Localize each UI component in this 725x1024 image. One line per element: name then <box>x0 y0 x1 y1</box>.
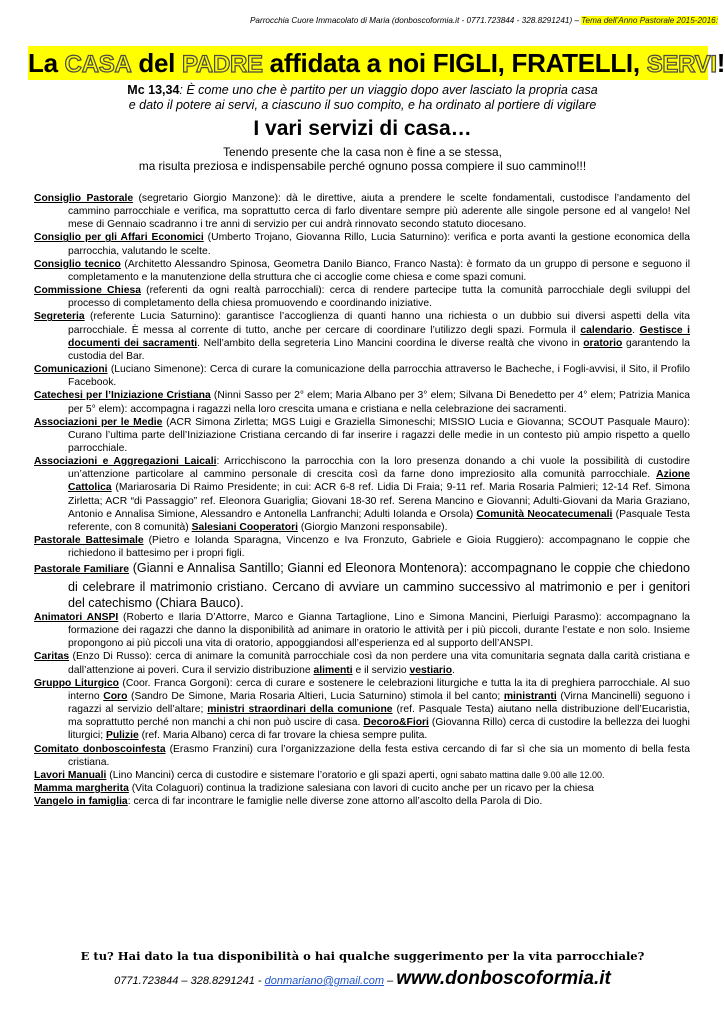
email-link[interactable]: donmariano@gmail.com <box>264 975 384 987</box>
ministri-straordinari-label: ministri straordinari della comunione <box>207 704 393 716</box>
entry-mamma-margherita <box>34 782 690 795</box>
entry-vangelo-famiglia <box>34 795 690 808</box>
title-word-padre: PADRE <box>182 51 263 78</box>
entry-name: Associazioni e Aggregazioni Laicali <box>34 456 217 468</box>
entry-text: (ref. Maria Albano) cerca di far trovare la chiesa sempre pulita. <box>138 730 428 742</box>
entry-text: . <box>452 664 455 676</box>
entry-animatori <box>34 611 690 650</box>
entry-text: (Giovanna Rillo) cerca di custodire la bellezza dei luoghi liturgici; <box>68 717 690 742</box>
pulizie-label: Pulizie <box>105 730 139 742</box>
entry-name: Consiglio tecnico <box>34 258 121 270</box>
entry-lavori-manuali <box>34 769 690 782</box>
entry-text: : cerca di far incontrare le famiglie nelle diverse zone attorno all’ascolto della Parola di Dio. <box>127 796 543 808</box>
entry-text: (Pietro e Iolanda Sparagna, Vincenzo e Iva Fronzuto, Gabriele e Gioia Ruggiero): accompagnano le coppie che richiedono il battesimo per i propri figli. <box>68 535 690 560</box>
entry-text: (Virna Mancinelli) seguono i ragazzi al servizio dell’altare; <box>68 690 690 716</box>
intro-line-2: ma risulta preziosa e indispensabile perché ognuno possa compiere il suo cammino!!! <box>138 159 587 173</box>
decoro-fiori-label: Decoro&Fiori <box>363 717 429 729</box>
entry-segreteria <box>34 310 690 363</box>
closing-question: E tu? Hai dato la tua disponibilità o hai qualche suggerimento per la vita parrocchiale? <box>80 949 645 963</box>
alimenti-label: alimenti <box>313 664 353 676</box>
theme-label: Tema dell’Anno Pastorale 2015-2016: <box>581 16 718 25</box>
entry-comunicazioni <box>34 363 690 389</box>
calendario-label: calendario <box>580 324 633 336</box>
entry-text: (Giorgio Manzoni responsabile). <box>297 521 448 533</box>
entry-text: (Mariarosaria Di Raimo Presidente; in cui: ACR 6-8 ref. Lidia Di Fraia; 9-11 ref. Maria Rosaria Palmieri; 12-14 Ref. Simona Zirletta; ACR “di Passaggio” ref. Eleonora Guariglia; Giovani 18-30 ref. Serena Mancino e Giovanni; Adulti-Giovani da Maria Graziano, Antonio e Annalisa Simione, Alessandro e Antonella Lanfranchi; Adulti Iolanda e Orsola) <box>68 482 690 520</box>
verse-line-2: e dato il potere ai servi, a ciascuno il suo compito, e ha ordinato al portiere di vigilare <box>128 97 597 112</box>
footer-separator: – <box>384 975 397 987</box>
gospel-verse <box>0 83 725 112</box>
entry-text: (Pasquale Testa referente, con 8 comunità) <box>68 508 690 533</box>
entry-text: (Lino Mancini) cerca di custodire e sistemare l’oratorio e gli spazi aperti, <box>106 769 441 781</box>
entry-pastorale-battesimale <box>34 534 690 560</box>
footer-phones: 0771.723844 – 328.8291241 - <box>114 975 265 987</box>
title-part: del <box>131 48 182 78</box>
entry-name: Vangelo in famiglia <box>34 796 128 808</box>
title-word-servi: SERVI <box>646 51 717 78</box>
verse-line-1: : È come uno che è partito per un viaggio dopo aver lasciato la propria casa <box>179 83 598 97</box>
salesiani-label: Salesiani Cooperatori <box>191 521 298 533</box>
entry-text: (Coor. Franca Gorgoni): cerca di curare e sostenere le celebrazioni liturgiche e tutta la ita di preghiera parrocchiale. Al suo interno <box>68 677 690 702</box>
entry-text: (ref. Pasquale Testa) aiutano nella distribuzione dell’Eucaristia, ma soprattutto perché non manchi a chi non può uscire di casa. <box>68 704 691 729</box>
entry-text: (referenti da ogni realtà parrocchiali): cerca di rendere partecipe tutta la comunità parrocchiale degli sviluppi del processo di completamento della chiesa promuovendo e coordinando iniziative. <box>68 285 690 310</box>
entry-consiglio-pastorale <box>34 192 690 231</box>
header-line <box>0 16 718 25</box>
intro-line-1: Tenendo presente che la casa non è fine a se stessa, <box>223 145 502 159</box>
website-link[interactable]: www.donboscoformia.it <box>396 968 611 989</box>
entry-text: (Sandro De Simone, Maria Rosaria Altieri, Lucia Saturnino) stimola il bel canto; <box>127 690 504 702</box>
intro-text <box>0 145 725 173</box>
entry-text: (Ninni Sasso per 2° elem; Maria Albano per 3° elem; Silvana Di Benedetto per 4° elem; Patrizia Manica per 5° elem): accompagna i ragazzi nella loro crescita umana e cristiana e nella celebrazione dei sacramenti. <box>68 390 690 415</box>
schedule-text: ogni sabato mattina dalle 9.00 alle 12.00. <box>440 769 605 780</box>
entry-text: (Roberto e Ilaria D’Attorre, Marco e Gianna Tartaglione, Lino e Simona Mancini, Pierluigi Parasmo): accompagnano la formazione dei ragazzi che danno la disponibilità ad animare in oratorio le attività per i più piccoli, durante l’estate e non solo. Insieme propongono ai più piccoli una vita di oratorio, appoggiandosi all’esperienza ed al supporto dell’ANSPI. <box>68 611 690 650</box>
entry-pastorale-familiare <box>34 560 690 611</box>
entry-text: (referente Lucia Saturnino): garantisce l’accoglienza di quanti hanno una richiesta o un dubbio sui diversi aspetti della vita parrocchiale. È messa al corrente di tutto, anche per cercare di coordinare l’utilizzo degli spazi. Formula il <box>68 311 690 336</box>
entry-name: Associazioni per le Medie <box>34 416 163 428</box>
azione-cattolica-label: Azione Cattolica <box>68 469 690 494</box>
entry-name: Mamma margherita <box>34 783 129 795</box>
entry-text: (Gianni e Annalisa Santillo; Gianni ed Eleonora Montenora): accompagnano le coppie che chiedono di celebrare il matrimonio cristiano. Cercano di avviare un cammino successivo al matrimonio e per i genitori del catechismo (Chiara Bauco). <box>68 561 690 610</box>
entry-name: Caritas <box>34 651 70 663</box>
section-title: I vari servizi di casa… <box>253 117 472 140</box>
entry-name: Consiglio per gli Affari Economici <box>34 232 204 244</box>
entry-name: Catechesi per l’Iniziazione Cristiana <box>34 390 211 402</box>
entry-name: Comitato donboscoinfesta <box>34 743 166 755</box>
parish-info: Parrocchia Cuore Immacolato di Maria (donboscoformia.it - 0771.723844 - 328.8291241) – <box>249 16 582 25</box>
entry-name: Commissione Chiesa <box>34 285 141 297</box>
entry-name: Lavori Manuali <box>34 769 107 781</box>
entry-name: Pastorale Familiare <box>34 564 130 576</box>
vestiario-label: vestiario <box>409 664 453 676</box>
entry-text: (Architetto Alessandro Spinosa, Geometra Danilo Bianco, Franco Nasta): è formato da un gruppo di persone e seguono il completamento e la manutenzione della struttura che ci accoglie come chiesa e come spazi comuni. <box>68 258 690 283</box>
entry-text: (ACR Simona Zirletta; MGS Luigi e Graziella Simoneschi; MISSIO Lucia e Giovanna; SCOUT Pasquale Mauro): Curano l’ultima parte dell’Iniziazione Cristiana cercando di far inserire i ragazzi delle medie in un contesto più ampio rispetto a quello parrocchiale. <box>68 416 690 454</box>
entry-text: (segretario Giorgio Manzone): dà le direttive, aiuta a prendere le scelte fondamentali, custodisce l’andamento del cammino parrocchiale e verifica, ma soprattutto cerca di farlo diventare sempre più aderente alle singole persone ed al vangelo! Nel mese di Gennaio scadranno i tre anni di servizio per cui andrà rinnovato secondo statuto diocesano. <box>68 193 690 231</box>
entry-gruppo-liturgico <box>34 677 690 743</box>
entry-name: Segreteria <box>34 311 85 323</box>
entry-name: Animatori ANSPI <box>34 611 119 623</box>
documenti-label: Gestisce i documenti dei sacramenti <box>68 324 691 349</box>
footer-contacts <box>0 968 725 990</box>
entry-text: (Umberto Trojano, Giovanna Rillo, Lucia Saturnino): verifica e porta avanti la gestione economica della parrocchia, valutando le scelte. <box>68 232 690 257</box>
services-list <box>34 192 690 808</box>
oratorio-label: oratorio <box>583 337 623 349</box>
ministranti-label: ministranti <box>503 690 557 702</box>
title-part: affidata a noi FIGLI, FRATELLI, <box>262 48 647 78</box>
entry-name: Pastorale Battesimale <box>34 535 144 547</box>
entry-caritas <box>34 650 690 676</box>
verse-reference: Mc 13,34 <box>127 83 180 97</box>
entry-affari-economici <box>34 231 690 257</box>
entry-text: . Nell’ambito della segreteria Lino Mancini coordina le diverse realtà che vivono in <box>197 337 584 349</box>
entry-text: garantendo la custodia del Bar. <box>68 337 690 362</box>
entry-text: : Arricchiscono la parrocchia con la loro presenza donando a chi vuole la possibilità di custodire un’attenzione particolare al cammino personale di crescita così da farne dono impreziosito alla comunità parrocchiale. <box>68 456 690 481</box>
entry-text: (Erasmo Franzini) cura l’organizzazione della festa estiva cercando di far sì che sia un momento di bella festa cristiana. <box>68 743 690 768</box>
entry-commissione-chiesa <box>34 284 690 310</box>
title-part: La <box>28 48 65 78</box>
entry-name: Comunicazioni <box>34 364 108 376</box>
main-title <box>28 46 725 80</box>
entry-text: e il servizio <box>352 664 410 676</box>
entry-associazioni-medie <box>34 416 690 455</box>
title-part: ! <box>716 48 725 78</box>
entry-text: . <box>632 324 640 336</box>
entry-name: Consiglio Pastorale <box>34 193 134 204</box>
entry-consiglio-tecnico <box>34 258 690 284</box>
coro-label: Coro <box>103 690 128 702</box>
entry-text: (Luciano Simenone): Cerca di curare la comunicazione della parrocchia attraverso le Bacheche, i Fogli-avvisi, il Sito, il Profilo Facebook. <box>68 364 690 389</box>
neocatecumenali-label: Comunità Neocatecumenali <box>476 508 613 520</box>
entry-comitato <box>34 743 690 769</box>
entry-text: (Vita Colaguori) continua la tradizione salesiana con lavori di cucito anche per un ricavo per la chiesa <box>128 783 594 795</box>
entry-catechesi <box>34 389 690 415</box>
entry-text: (Enzo Di Russo): cerca di animare la comunità parrocchiale così da non perdere una vita comunitaria segnata dalla carità cristiana e dall’attenzione ai poveri. Cura il servizio distribuzione <box>68 651 690 676</box>
entry-name: Gruppo Liturgico <box>34 677 119 689</box>
entry-associazioni-laicali <box>34 455 690 534</box>
title-word-casa: CASA <box>64 51 132 78</box>
